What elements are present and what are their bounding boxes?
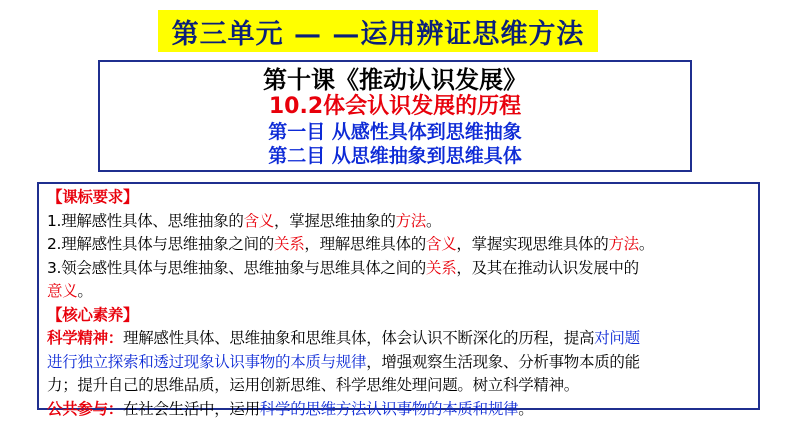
science-label: 科学精神： bbox=[47, 329, 124, 347]
requirement-3-cont bbox=[47, 280, 758, 304]
core-literacy-header: 【核心素养】 bbox=[47, 305, 139, 324]
science-spirit-line-2 bbox=[47, 351, 758, 375]
public-text-2: 。 bbox=[518, 399, 534, 418]
section-2: 第二目 从思维抽象到思维具体 bbox=[268, 145, 522, 167]
science-text-1: 理解感性具体、思维抽象和思维具体，体会认识不断深化的历程，提高 bbox=[123, 329, 595, 347]
lesson-title-box bbox=[98, 60, 692, 172]
lesson-subtitle: 10.2体会认识发展的历程 bbox=[268, 94, 522, 119]
req2-text-a: 2.理解感性具体与思维抽象之间的 bbox=[47, 235, 274, 253]
public-label: 公共参与： bbox=[47, 399, 124, 418]
req3-text-a: 3.领会感性具体与思维抽象、思维抽象与思维具体之间的 bbox=[47, 258, 426, 277]
science-hl-2: 进行独立探索和透过现象认识事物的本质与规律 bbox=[47, 352, 367, 371]
req3-hl-d: 意义 bbox=[47, 282, 78, 300]
requirement-1 bbox=[47, 210, 758, 234]
req2-hl-f: 方法 bbox=[608, 235, 639, 253]
req1-text-e: 。 bbox=[426, 211, 442, 230]
req2-text-g: 。 bbox=[638, 235, 655, 253]
science-spirit-line-3 bbox=[47, 374, 758, 398]
req1-hl-b: 含义 bbox=[243, 211, 274, 230]
req2-hl-b: 关系 bbox=[274, 235, 305, 253]
requirements-header: 【课标要求】 bbox=[47, 188, 139, 206]
requirement-3 bbox=[47, 257, 758, 281]
public-participation-line bbox=[47, 398, 758, 422]
lesson-title: 第十课《推动认识发展》 bbox=[263, 66, 527, 94]
public-hl: 科学的思维方法认识事物的本质和规律 bbox=[259, 399, 519, 418]
req2-text-e: ，掌握实现思维具体的 bbox=[456, 235, 609, 253]
req1-hl-d: 方法 bbox=[395, 211, 427, 230]
req1-text-a: 1.理解感性具体、思维抽象的 bbox=[47, 211, 244, 230]
req3-hl-b: 关系 bbox=[426, 258, 457, 277]
section-1: 第一目 从感性具体到思维抽象 bbox=[268, 121, 522, 143]
req2-text-c: ，理解思维具体的 bbox=[304, 235, 427, 253]
public-text-1: 在社会生活中，运用 bbox=[123, 399, 260, 418]
req1-text-c: ，掌握思维抽象的 bbox=[274, 211, 396, 230]
content-box bbox=[37, 182, 760, 418]
req3-text-c: ，及其在推动认识发展中的 bbox=[456, 258, 639, 277]
req3-text-e: 。 bbox=[77, 282, 93, 300]
unit-title-banner: 第三单元 — —运用辨证思维方法 bbox=[158, 10, 598, 52]
requirement-2 bbox=[47, 233, 758, 257]
science-spirit-line-1 bbox=[47, 327, 758, 351]
science-hl-1: 对问题 bbox=[594, 329, 640, 347]
req2-hl-d: 含义 bbox=[426, 235, 457, 253]
science-text-2: ，增强观察生活现象、分析事物本质的能 bbox=[366, 352, 640, 371]
science-text-3: 力；提升自己的思维品质，运用创新思维、科学思维处理问题。树立科学精神。 bbox=[47, 376, 580, 394]
